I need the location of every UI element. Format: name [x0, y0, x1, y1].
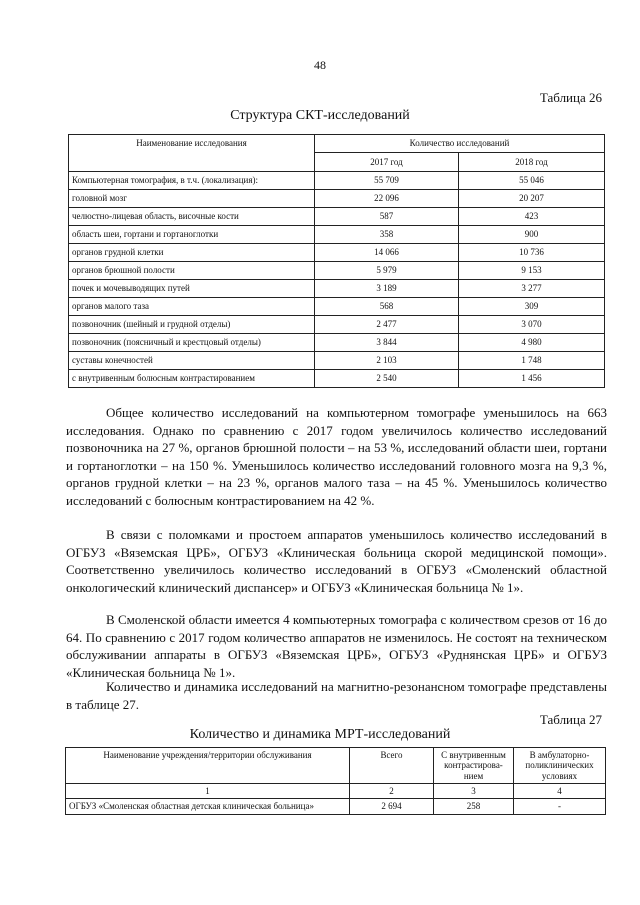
- paragraph-3-text: В Смоленской области имеется 4 компьютерных томографа с количеством срезов от 16 до 64. По сравнению с 2017 годом количество аппаратов не изменилось. Не состоят на техническом обслуживании аппараты в ОГБУЗ «Вяземская ЦРБ», ОГБУЗ «Руднянская ЦРБ» и ОГБУЗ «Клиническая больница № 1».: [66, 612, 607, 680]
- table-row: [69, 280, 605, 298]
- row-name: позвоночник (поясничный и крестцовый отделы): [69, 334, 315, 352]
- row-name: позвоночник (шейный и грудной отделы): [69, 316, 315, 334]
- table27-number-row: [66, 784, 606, 799]
- row-2018: 1 456: [459, 370, 605, 388]
- paragraph-3: [66, 611, 607, 681]
- row-name: почек и мочевыводящих путей: [69, 280, 315, 298]
- table-row: [69, 370, 605, 388]
- row-name: Компьютерная томография, в т.ч. (локализация):: [69, 172, 315, 190]
- row-2018: 1 748: [459, 352, 605, 370]
- paragraph-4: [66, 678, 607, 713]
- row-2017: 22 096: [315, 190, 459, 208]
- table27-col-total: Всего: [350, 748, 434, 784]
- table-row: [69, 172, 605, 190]
- row-2018: 309: [459, 298, 605, 316]
- row-2017: 587: [315, 208, 459, 226]
- row-name: органов грудной клетки: [69, 244, 315, 262]
- row-2017: 3 844: [315, 334, 459, 352]
- col-number: 2: [350, 784, 434, 799]
- row-total: 2 694: [350, 799, 434, 814]
- table26-col-name: Наименование исследования: [69, 135, 315, 172]
- row-name: с внутривенным болюсным контрастированием: [69, 370, 315, 388]
- row-contrast: 258: [434, 799, 514, 814]
- table-row: [69, 262, 605, 280]
- table26-year1: 2017 год: [315, 153, 459, 172]
- row-name: головной мозг: [69, 190, 315, 208]
- row-2018: 4 980: [459, 334, 605, 352]
- table-row: [69, 244, 605, 262]
- table27-col-contrast: С внутривенным контрастирова-нием: [434, 748, 514, 784]
- paragraph-2-text: В связи с поломками и простоем аппаратов уменьшилось количество исследований в ОГБУЗ «Вяземская ЦРБ», ОГБУЗ «Клиническая больница скорой медицинской помощи». Соответственно увеличилось количество исследований в ОГБУЗ «Смоленский областной онкологический клинический диспансер» и ОГБУЗ «Клиническая больница № 1».: [66, 527, 607, 595]
- row-2018: 9 153: [459, 262, 605, 280]
- paragraph-4-text: Количество и динамика исследований на магнитно-резонансном томографе представлены в таблице 27.: [66, 679, 607, 712]
- row-2018: 55 046: [459, 172, 605, 190]
- col-number: 1: [66, 784, 350, 799]
- row-2017: 55 709: [315, 172, 459, 190]
- row-2017: 3 189: [315, 280, 459, 298]
- paragraph-1-text: Общее количество исследований на компьютерном томографе уменьшилось на 663 исследования. Однако по сравнению с 2017 годом увеличилось количество исследований позвоночника на 27 %, органов брюшной полости – на 53 %, исследований области шеи, гортани и гортаноглотки – на 150 %. Уменьшилось количество исследований головного мозга на 9,3 %, органов грудной клетки – на 23 %, органов малого таза – на 45 %. Уменьшилось количество исследований с болюсным контрастированием на 42 %.: [66, 405, 607, 508]
- row-name: органов брюшной полости: [69, 262, 315, 280]
- row-2017: 2 540: [315, 370, 459, 388]
- table27: [65, 747, 606, 815]
- row-2018: 20 207: [459, 190, 605, 208]
- row-2018: 900: [459, 226, 605, 244]
- table26-title: Структура СКТ-исследований: [230, 108, 410, 123]
- table-row: [69, 352, 605, 370]
- table27-header-row: [66, 748, 606, 784]
- table-row: [69, 298, 605, 316]
- row-name: суставы конечностей: [69, 352, 315, 370]
- row-name: ОГБУЗ «Смоленская областная детская клиническая больница»: [66, 799, 350, 814]
- table-row: [69, 190, 605, 208]
- row-name: челюстно-лицевая область, височные кости: [69, 208, 315, 226]
- row-2017: 5 979: [315, 262, 459, 280]
- row-2017: 568: [315, 298, 459, 316]
- table-row: [66, 799, 606, 814]
- paragraph-1: [66, 404, 607, 509]
- row-2018: 10 736: [459, 244, 605, 262]
- row-name: область шеи, гортани и гортаноглотки: [69, 226, 315, 244]
- table27-label: Таблица 27: [539, 712, 602, 727]
- row-name: органов малого таза: [69, 298, 315, 316]
- table26: [68, 134, 605, 388]
- table26-col-qty: Количество исследований: [315, 135, 605, 153]
- table-row: [69, 226, 605, 244]
- table26-label: Таблица 26: [539, 90, 602, 105]
- table27-title: Количество и динамика МРТ-исследований: [189, 727, 451, 742]
- row-2018: 423: [459, 208, 605, 226]
- paragraph-2: [66, 526, 607, 596]
- col-number: 3: [434, 784, 514, 799]
- table-row: [69, 334, 605, 352]
- row-outpatient: -: [514, 799, 606, 814]
- table-row: [69, 208, 605, 226]
- row-2017: 14 066: [315, 244, 459, 262]
- row-2017: 2 477: [315, 316, 459, 334]
- row-2017: 2 103: [315, 352, 459, 370]
- page-number: 48: [314, 58, 326, 72]
- col-number: 4: [514, 784, 606, 799]
- row-2017: 358: [315, 226, 459, 244]
- table27-col-outpatient: В амбулаторно-поликлинических условиях: [514, 748, 606, 784]
- table26-year2: 2018 год: [459, 153, 605, 172]
- row-2018: 3 277: [459, 280, 605, 298]
- table-row: [69, 316, 605, 334]
- table27-col-name: Наименование учреждения/территории обслуживания: [66, 748, 350, 784]
- row-2018: 3 070: [459, 316, 605, 334]
